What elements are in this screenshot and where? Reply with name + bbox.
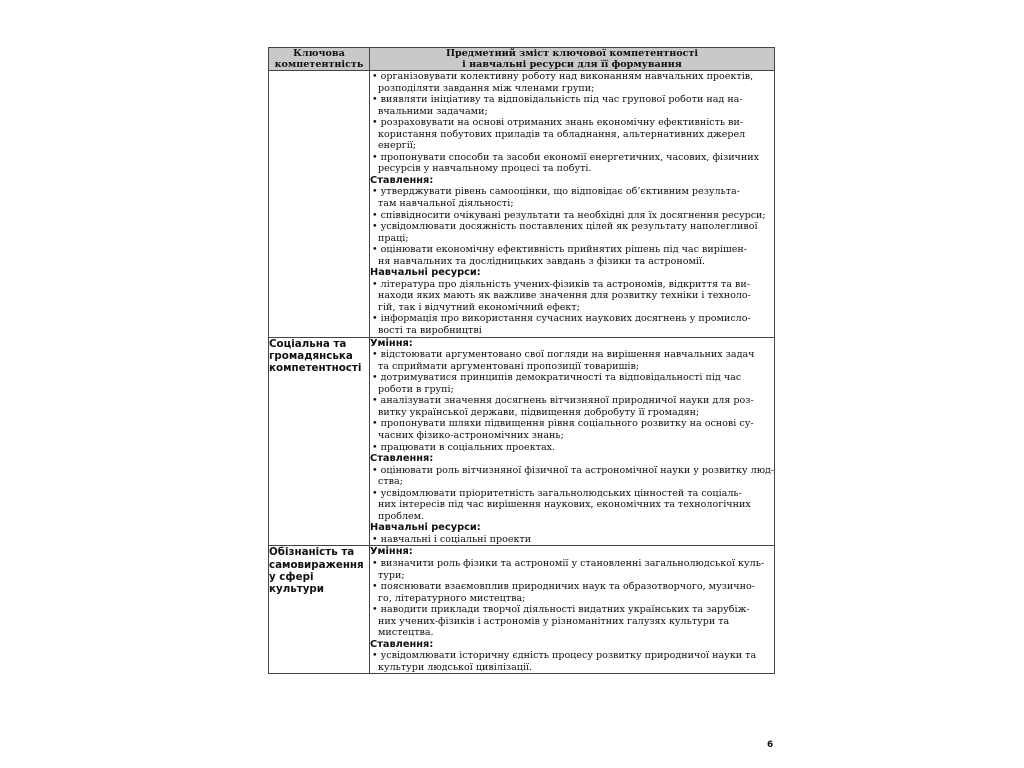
content-line: • аналізувати значення досягнень вітчизняної природничої науки для роз- — [372, 395, 754, 407]
content-line: находи яких мають як важливе значення для розвитку техніки і техноло- — [378, 290, 751, 302]
section-heading: Навчальні ресурси: — [370, 267, 481, 279]
header-line: компетентність — [274, 59, 364, 70]
header-line: Ключова — [293, 48, 345, 59]
content-line: роботи в групі; — [378, 383, 454, 395]
table-row — [269, 71, 775, 338]
content-line: • оцінювати роль вітчизняної фізичної та астрономічної науки у розвитку люд- — [372, 464, 775, 476]
content-line: • дотримуватися принципів демократичності та відповідальності під час — [372, 372, 742, 384]
competence-table — [268, 47, 775, 674]
content-line: • пропонувати шляхи підвищення рівня соціального розвитку на основі су- — [372, 418, 754, 430]
header-content — [370, 48, 775, 71]
content-line: го, літературного мистецтва; — [378, 592, 526, 604]
section-heading: Ставлення: — [370, 174, 434, 186]
content-line: гій, так і відчутний економічний ефект; — [378, 301, 580, 313]
content-line: проблем. — [378, 510, 425, 522]
table-header-row — [269, 48, 775, 71]
page-number: 6 — [767, 740, 774, 750]
header-line: і навчальні ресурси для її формування — [462, 59, 682, 70]
section-heading: Ставлення: — [370, 453, 434, 465]
section-heading: Ставлення: — [370, 638, 434, 650]
content-line: • визначити роль фізики та астрономії у становленні загальнолюдської куль- — [372, 557, 765, 569]
content-line: ресурсів у навчальному процесі та побуті. — [378, 163, 592, 175]
content-line: • інформація про використання сучасних наукових досягнень у промисло- — [372, 313, 751, 325]
competence-content-cell — [370, 546, 775, 674]
content-line: • усвідомлювати досяжність поставлених цілей як результату наполегливої — [372, 221, 758, 233]
competence-name-line: компетентності — [269, 361, 362, 374]
content-line: • література про діяльність учених-фізиків та астрономів, відкриття та ви- — [372, 278, 751, 290]
content-line: та сприймати аргументовані пропозиції товаришів; — [378, 360, 640, 372]
content-line: культури людської цивілізації. — [378, 661, 533, 673]
competence-name-line: Обізнаність та — [269, 546, 355, 559]
content-line: • навчальні і соціальні проекти — [372, 533, 532, 545]
content-line: • організовувати колективну роботу над виконанням навчальних проектів, — [372, 71, 754, 82]
competence-name-line: громадянська — [269, 349, 353, 362]
content-line: витку української держави, підвищення добробуту її громадян; — [378, 406, 700, 418]
content-line: • оцінювати економічну ефективність прийнятих рішень під час вирішен- — [372, 244, 748, 256]
content-line: • усвідомлювати пріоритетність загальнолюдських цінностей та соціаль- — [372, 487, 742, 499]
competence-name-line: самовираження — [269, 558, 364, 571]
content-line: • відстоювати аргументовано свої погляди на вирішення навчальних задач — [372, 349, 755, 361]
content-line: енергії; — [378, 140, 417, 152]
content-line: • пропонувати способи та засоби економії енергетичних, часових, фізичних — [372, 151, 759, 163]
content-line: мистецтва. — [378, 627, 434, 639]
content-line: них учених-фізиків і астрономів у різноманітних галузях культури та — [378, 615, 730, 627]
content-line: там навчальної діяльності; — [378, 198, 514, 210]
competence-name-cell — [269, 71, 370, 338]
table-row — [269, 337, 775, 546]
content-line: ства; — [378, 476, 403, 488]
competence-name-line: у сфері культури — [269, 570, 325, 596]
header-competence — [269, 48, 370, 71]
content-line: тури; — [378, 569, 405, 581]
content-line: праці; — [378, 232, 409, 244]
competence-name-cell — [269, 546, 370, 674]
content-line: вчальними задачами; — [378, 105, 488, 117]
header-line: Предметний зміст ключової компетентності — [445, 48, 699, 59]
content-line: • виявляти ініціативу та відповідальність під час групової роботи над на- — [372, 94, 743, 106]
content-line: ня навчальних та дослідницьких завдань з фізики та астрономії. — [378, 255, 706, 267]
content-line: вості та виробництві — [378, 325, 482, 337]
section-heading: Уміння: — [370, 546, 413, 558]
competence-content-cell — [370, 71, 775, 338]
competence-name-cell — [269, 337, 370, 546]
content-line: • пояснювати взаємовплив природничих наук та образотворчого, музично- — [372, 581, 755, 593]
content-line: часних фізико-астрономічних знань; — [378, 429, 564, 441]
content-line: них інтересів під час вирішення наукових, економічних та технологічних — [378, 499, 751, 511]
content-line: розподіляти завдання між членами групи; — [378, 82, 595, 94]
content-line: • співвідносити очікувані результати та необхідні для їх досягнення ресурси; — [372, 209, 766, 221]
content-line: • утверджувати рівень самооцінки, що відповідає об’єктивним результа- — [372, 186, 740, 198]
content-line: • розраховувати на основі отриманих знань економічну ефективність ви- — [372, 117, 744, 129]
content-line: користання побутових приладів та обладнання, альтернативних джерел — [378, 128, 746, 140]
content-line: • наводити приклади творчої діяльності видатних українських та зарубіж- — [372, 604, 750, 616]
competence-content-cell — [370, 337, 775, 546]
table-row — [269, 546, 775, 674]
section-heading: Уміння: — [370, 337, 413, 349]
content-line: • усвідомлювати історичну єдність процесу розвитку природничої науки та — [372, 650, 757, 662]
content-line: • працювати в соціальних проектах. — [372, 441, 556, 453]
competence-name-line: Соціальна та — [269, 337, 347, 350]
section-heading: Навчальні ресурси: — [370, 522, 481, 534]
